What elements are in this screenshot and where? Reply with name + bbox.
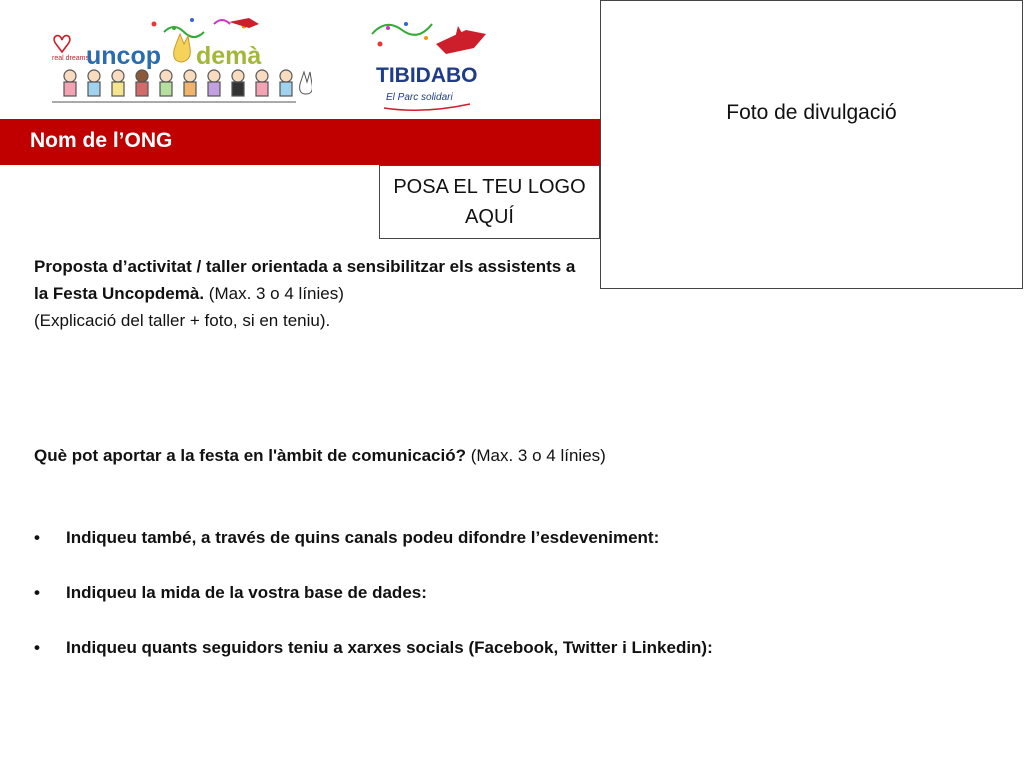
tibidabo-tagline: El Parc solidari <box>386 92 453 103</box>
uncopdema-logo <box>44 14 312 106</box>
bullet-icon: • <box>34 583 40 602</box>
communication-title: Què pot aportar a la festa en l'àmbit de comunicació? <box>34 446 466 465</box>
svg-text:demà: demà <box>196 42 262 70</box>
photo-placeholder <box>600 0 1023 289</box>
bullet-icon: • <box>34 528 40 547</box>
proposal-limit: (Max. 3 o 4 línies) <box>204 284 344 303</box>
tibidabo-wordmark: TIBIDABO <box>376 64 478 87</box>
logo-placeholder-label: POSA EL TEU LOGO AQUÍ <box>393 176 586 228</box>
communication-question <box>34 442 794 469</box>
bullet-icon: • <box>34 638 40 657</box>
proposal-paragraph <box>34 253 594 334</box>
tibidabo-logo <box>366 14 496 114</box>
logo-placeholder <box>379 165 600 239</box>
ngo-name-banner <box>0 119 600 165</box>
real-dreams-text: real dreams <box>52 55 89 62</box>
bullet-text-database: Indiqueu la mida de la vostra base de dades: <box>66 583 427 602</box>
bullet-text-followers: Indiqueu quants seguidors teniu a xarxes socials (Facebook, Twitter i Linkedin): <box>66 638 713 657</box>
list-item <box>34 581 427 605</box>
svg-text:uncop: uncop <box>86 42 161 70</box>
ngo-name-label: Nom de l’ONG <box>30 129 173 152</box>
list-item <box>34 526 659 550</box>
list-item <box>34 636 713 660</box>
proposal-explanation: (Explicació del taller + foto, si en teniu). <box>34 311 331 330</box>
communication-limit: (Max. 3 o 4 línies) <box>465 446 606 465</box>
bullet-text-channels: Indiqueu també, a través de quins canals podeu difondre l’esdeveniment: <box>66 528 660 547</box>
photo-placeholder-label: Foto de divulgació <box>726 101 897 124</box>
proposal-title: Proposta d’activitat / taller orientada a sensibilitzar els assistents a la Festa Uncopdemà. <box>34 257 576 303</box>
